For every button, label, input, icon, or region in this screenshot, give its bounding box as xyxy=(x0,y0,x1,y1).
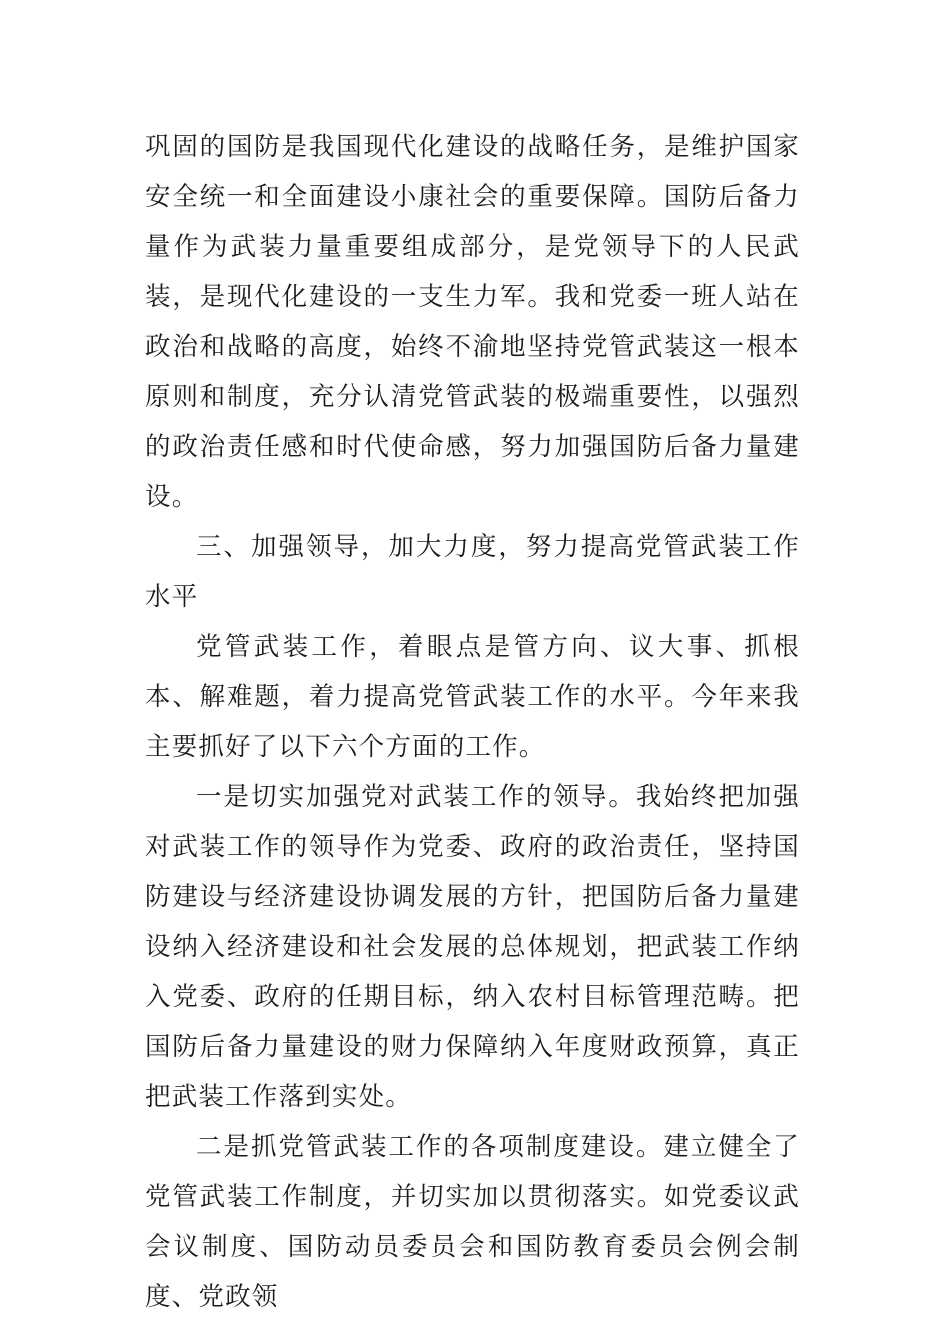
paragraph-point-two: 二是抓党管武装工作的各项制度建设。建立健全了党管武装工作制度，并切实加以贯彻落实。如党委议武会议制度、国防动员委员会和国防教育委员会例会制度、党政领 xyxy=(145,1132,800,1312)
section-heading-three: 三、加强领导，加大力度，努力提高党管武装工作水平 xyxy=(145,532,800,612)
paragraph-national-defense: 巩固的国防是我国现代化建设的战略任务，是维护国家安全统一和全面建设小康社会的重要保障。国防后备力量作为武装力量重要组成部分，是党领导下的人民武装，是现代化建设的一支生力军。我和党委一班人站在政治和战略的高度，始终不渝地坚持党管武装这一根本原则和制度，充分认清党管武装的极端重要性，以强烈的政治责任感和时代使命感，努力加强国防后备力量建设。 xyxy=(145,132,800,512)
document-body xyxy=(145,122,800,1322)
paragraph-point-one: 一是切实加强党对武装工作的领导。我始终把加强对武装工作的领导作为党委、政府的政治责任，坚持国防建设与经济建设协调发展的方针，把国防后备力量建设纳入经济建设和社会发展的总体规划，把武装工作纳入党委、政府的任期目标，纳入农村目标管理范畴。把国防后备力量建设的财力保障纳入年度财政预算，真正把武装工作落到实处。 xyxy=(145,782,800,1112)
paragraph-party-armed-work: 党管武装工作，着眼点是管方向、议大事、抓根本、解难题，着力提高党管武装工作的水平。今年来我主要抓好了以下六个方面的工作。 xyxy=(145,632,800,762)
